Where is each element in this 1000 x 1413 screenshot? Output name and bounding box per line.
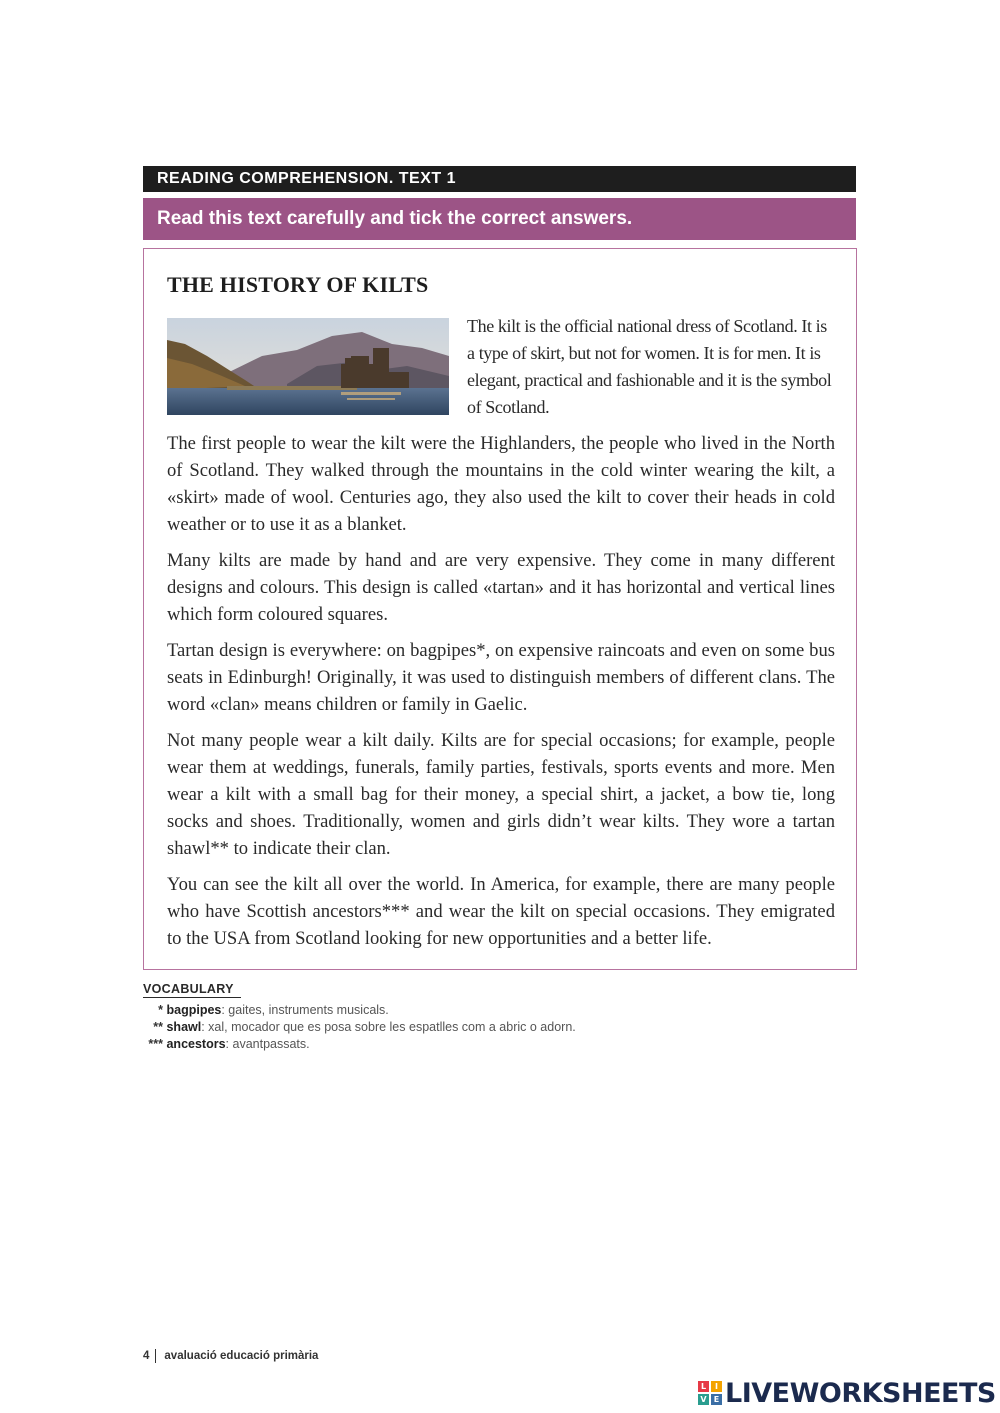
logo-letter-e: E — [711, 1394, 722, 1405]
vocabulary-definition: : avantpassats. — [225, 1037, 310, 1051]
footnote-marker: *** — [148, 1037, 163, 1051]
liveworksheets-brand[interactable] — [698, 1378, 996, 1408]
liveworksheets-logo-icon — [698, 1381, 722, 1405]
footnote-marker: ** — [153, 1020, 163, 1034]
section-header: READING COMPREHENSION. TEXT 1 — [143, 166, 856, 192]
castle-landscape-image — [167, 318, 449, 415]
vocabulary-term: bagpipes — [166, 1003, 222, 1017]
vocabulary-term: ancestors — [166, 1037, 226, 1051]
vocabulary-title: VOCABULARY — [143, 982, 241, 998]
logo-letter-i: I — [711, 1381, 722, 1392]
castle-landscape-photo — [167, 318, 449, 415]
page-footer — [143, 1349, 318, 1363]
vocabulary-item — [143, 1037, 310, 1051]
article-title: THE HISTORY OF KILTS — [167, 272, 429, 297]
vocabulary-item — [143, 1003, 389, 1017]
intro-paragraph: The kilt is the official national dress of Scotland. It is a type of skirt, but not for women. It is for men. It is elegant, practical and fashionable and it is the symbol of Scotland. — [467, 316, 832, 417]
footnote-marker: * — [158, 1003, 163, 1017]
paragraph-highlanders: The first people to wear the kilt were the Highlanders, the people who lived in the North of Scotland. They walked through the mountains in the cold winter wearing the kilt, a «skirt» made of wool. Centuries ago, they also used the kilt to cover their heads in cold weather or to use it as a blanket. — [167, 433, 835, 535]
footer-divider — [155, 1349, 156, 1363]
paragraph-world: You can see the kilt all over the world. In America, for example, there are many people who have Scottish ancestors*** and wear the kilt on special occasions. They emigrated to the USA from Scotland looking for new opportunities and a better life. — [167, 874, 835, 949]
logo-letter-v: V — [698, 1394, 709, 1405]
vocabulary-item — [143, 1020, 576, 1034]
page-number: 4 — [143, 1350, 150, 1363]
logo-letter-l: L — [698, 1381, 709, 1392]
instruction-banner: Read this text carefully and tick the correct answers. — [143, 198, 856, 240]
liveworksheets-wordmark: LIVEWORKSHEETS — [725, 1377, 996, 1409]
paragraph-tartan: Many kilts are made by hand and are very expensive. They come in many different designs and colours. This design is called «tartan» and it has horizontal and vertical lines which form coloured squares. — [167, 550, 835, 625]
vocabulary-definition: : xal, mocador que es posa sobre les espatlles com a abric o adorn. — [201, 1020, 576, 1034]
vocabulary-term: shawl — [166, 1020, 202, 1034]
vocabulary-definition: : gaites, instruments musicals. — [221, 1003, 389, 1017]
publication-name: avaluació educació primària — [164, 1350, 319, 1363]
paragraph-occasions: Not many people wear a kilt daily. Kilts are for special occasions; for example, people wear them at weddings, funerals, family parties, festivals, sports events and more. Men wear a kilt with a small bag for their money, a special shirt, a jacket, a bow tie, long socks and shoes. Traditionally, women and girls didn’t wear kilts. They wore a tartan shawl** to indicate their clan. — [167, 730, 835, 859]
paragraph-clans: Tartan design is everywhere: on bagpipes*, on expensive raincoats and even on some bus seats in Edinburgh! Originally, it was used to distinguish members of different clans. The word «clan» means children or family in Gaelic. — [167, 640, 835, 715]
